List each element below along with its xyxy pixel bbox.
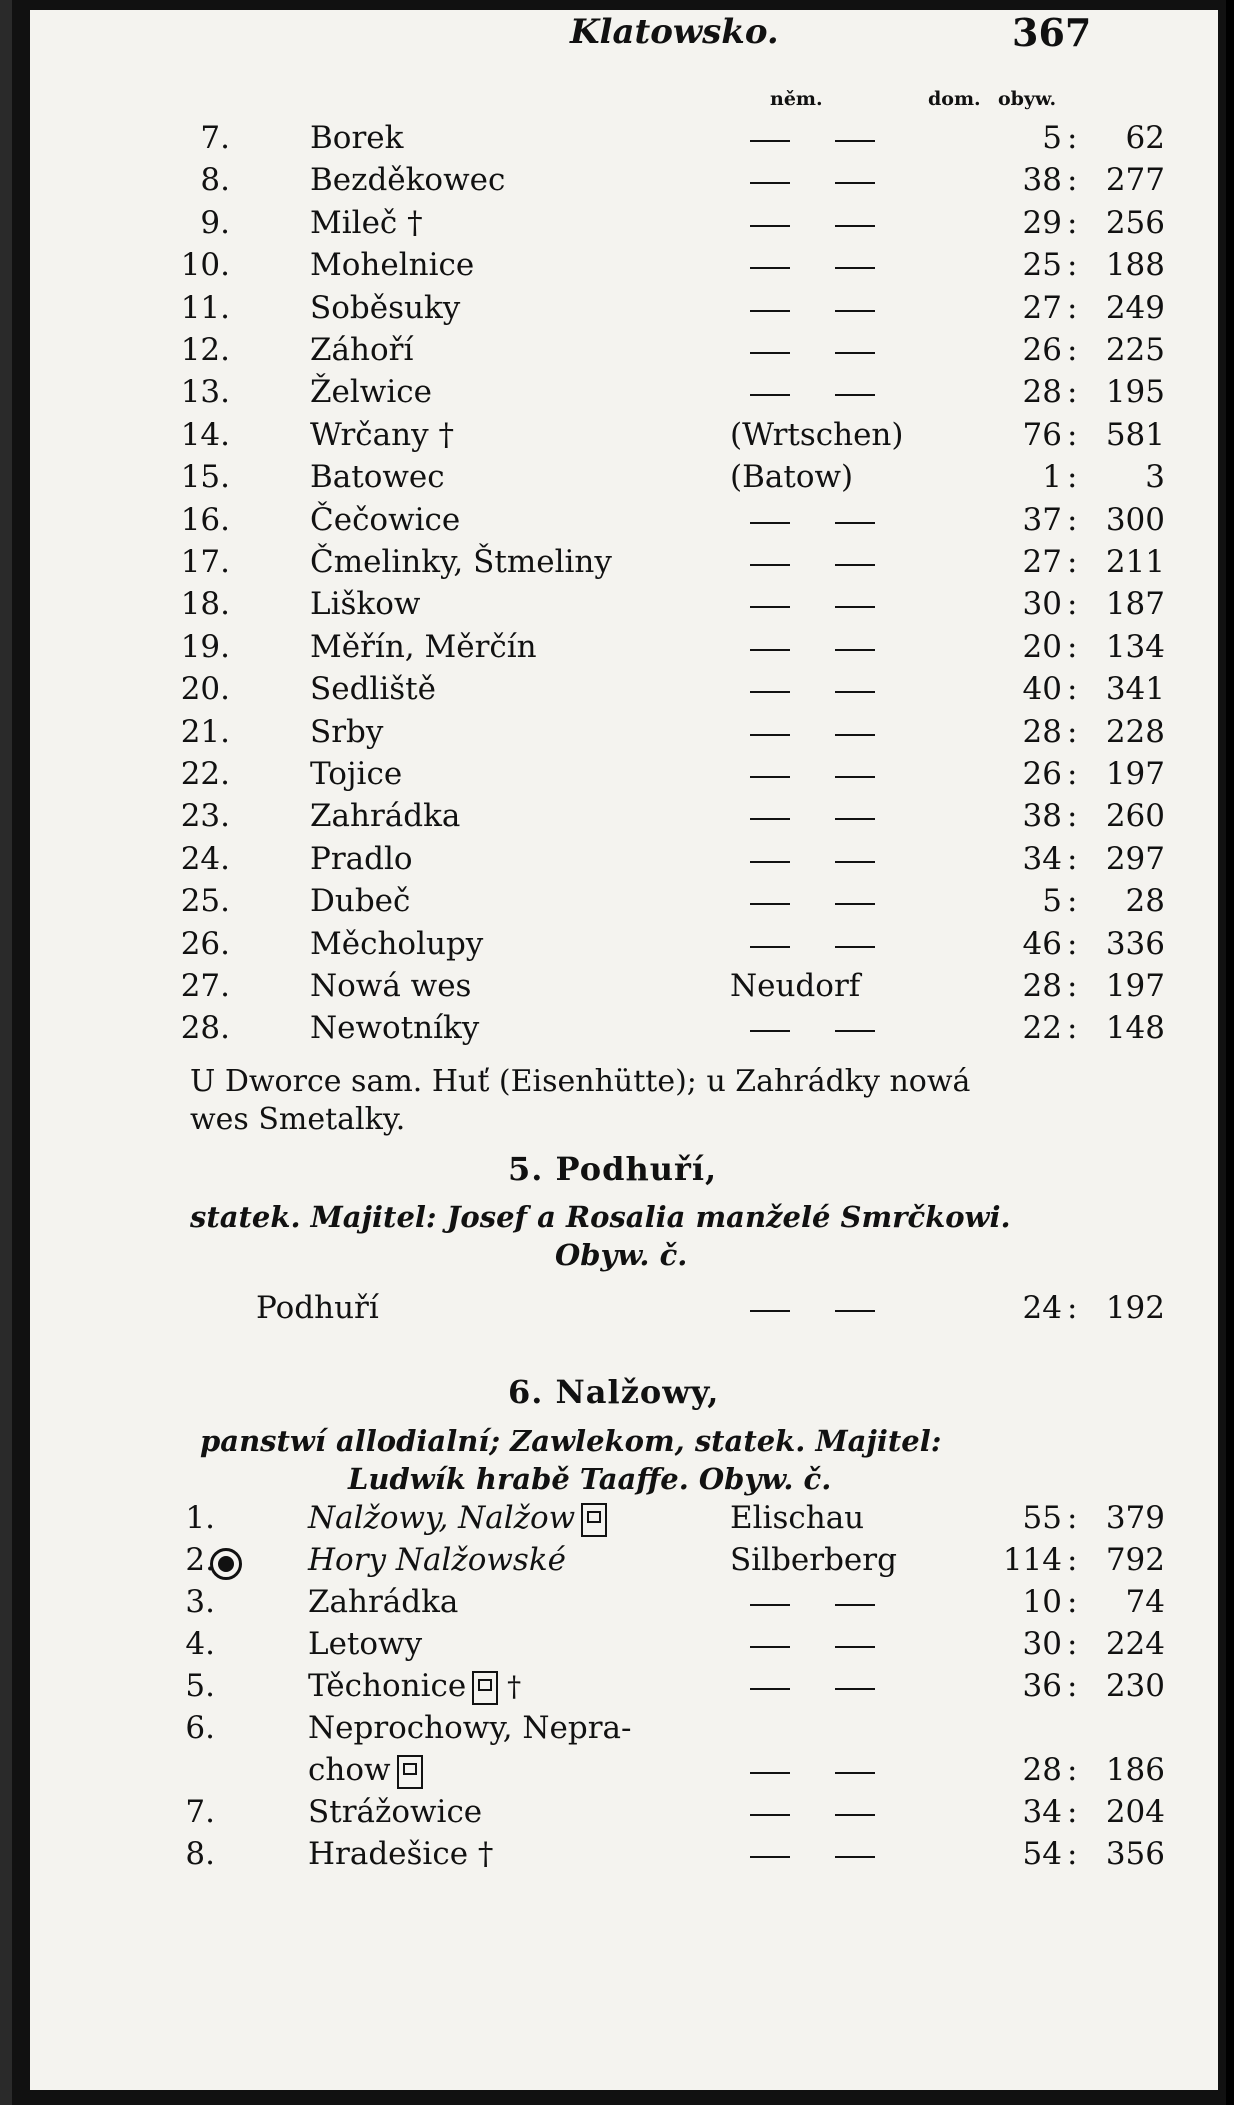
section-5-title: 5. Podhuří, [508, 1150, 718, 1188]
dash [750, 564, 790, 566]
german-name: Elischau [730, 1500, 865, 1536]
obyw-count: 297 [1105, 840, 1165, 877]
dash [750, 649, 790, 651]
dash [835, 861, 875, 863]
dash [750, 691, 790, 693]
obyw-count: 792 [1105, 1542, 1165, 1578]
table-row [30, 798, 1218, 838]
section-6-line-1: panstwí allodialní; Zawlekom, statek. Majitel: [200, 1424, 942, 1458]
cross-icon: † [498, 1670, 522, 1703]
dash [835, 691, 875, 693]
note-1-line-1: U Dworce sam. Huť (Eisenhütte); u Zahrádky nowá [190, 1064, 971, 1099]
dash [750, 1814, 790, 1816]
dash [835, 649, 875, 651]
german-name: Silberberg [730, 1542, 897, 1578]
note-1-line-2: wes Smetalky. [190, 1102, 406, 1137]
dash [750, 1604, 790, 1606]
dom-count: 28 [1022, 968, 1062, 1004]
dom-count: 30 [1022, 586, 1062, 623]
colon: : [1067, 1290, 1078, 1326]
obyw-count: 148 [1105, 1010, 1165, 1047]
table-row [30, 1710, 1218, 1750]
table-row [30, 1584, 1218, 1624]
dash [835, 394, 875, 396]
obyw-count: 74 [1125, 1584, 1165, 1620]
dom-count: 27 [1022, 289, 1062, 326]
place-name: Hory Nalžowské [308, 1542, 566, 1578]
obyw-count: 187 [1105, 586, 1165, 623]
dash [750, 310, 790, 312]
table-row [30, 586, 1218, 626]
dom-count: 34 [1022, 840, 1062, 877]
dash [750, 352, 790, 354]
place-name: Mileč † [310, 204, 423, 241]
table-row [30, 1010, 1218, 1050]
colon: : [1067, 1752, 1078, 1788]
dash [835, 1646, 875, 1648]
place-name: Batowec [310, 459, 445, 496]
row-number: 27. [180, 968, 230, 1004]
dash [750, 267, 790, 269]
place-name: Liškow [310, 586, 421, 623]
colon: : [1067, 289, 1078, 326]
dash [835, 1688, 875, 1690]
colon: : [1067, 883, 1078, 920]
table-row [30, 205, 1218, 245]
dash [750, 861, 790, 863]
obyw-count: 204 [1105, 1794, 1165, 1830]
dash [750, 1646, 790, 1648]
row-number: 14. [180, 416, 230, 453]
dom-count: 24 [1022, 1290, 1062, 1326]
table-row [30, 1542, 1218, 1582]
section-6-title: 6. Nalžowy, [508, 1373, 720, 1411]
place-name: chow [308, 1752, 423, 1789]
row-number: 28. [180, 1010, 230, 1047]
table-row [30, 1500, 1218, 1540]
colon: : [1067, 798, 1078, 835]
table-row [30, 290, 1218, 330]
place-name: Želwice [310, 374, 432, 411]
obyw-count: 192 [1105, 1290, 1165, 1326]
dom-count: 29 [1022, 204, 1062, 241]
dash [835, 1814, 875, 1816]
obyw-count: 228 [1105, 713, 1165, 750]
dash [750, 182, 790, 184]
row-number: 19. [180, 628, 230, 665]
row-number: 7. [185, 1794, 215, 1830]
dash [835, 352, 875, 354]
table-row-podhuri [30, 1290, 1218, 1330]
section-5-obyw-label: Obyw. č. [555, 1238, 688, 1272]
german-name: (Batow) [730, 459, 854, 496]
dash [835, 606, 875, 608]
dom-count: 26 [1022, 332, 1062, 368]
dash [835, 1310, 875, 1312]
table-row [30, 926, 1218, 966]
row-number: 26. [180, 925, 230, 962]
column-header-dom: dom. [928, 88, 981, 110]
table-row [30, 756, 1218, 796]
place-name: Dubeč [310, 883, 411, 920]
colon: : [1067, 586, 1078, 623]
place-name: Záhoří [310, 332, 414, 368]
obyw-count: 134 [1105, 628, 1165, 665]
row-number: 13. [180, 374, 230, 411]
dom-count: 10 [1022, 1584, 1062, 1620]
dash [835, 903, 875, 905]
place-name: Měřín, Měrčín [310, 628, 537, 665]
row-number: 8. [185, 1836, 215, 1872]
obyw-count: 277 [1105, 162, 1165, 199]
colon: : [1067, 501, 1078, 538]
table-row [30, 247, 1218, 287]
dash [750, 140, 790, 142]
row-number: 9. [200, 204, 230, 241]
place-name: Strážowice [308, 1794, 483, 1830]
dom-count: 40 [1022, 671, 1062, 708]
page-number: 367 [1012, 10, 1092, 55]
place-name: Bezděkowec [310, 162, 506, 199]
place-name: Zahrádka [308, 1584, 459, 1620]
obyw-count: 211 [1105, 544, 1165, 580]
dash [835, 225, 875, 227]
obyw-count: 197 [1105, 756, 1165, 792]
scan-edge-right [1226, 0, 1234, 2105]
table-row [30, 417, 1218, 457]
dash [835, 310, 875, 312]
dash [835, 140, 875, 142]
dash [750, 225, 790, 227]
obyw-count: 300 [1105, 501, 1165, 538]
dom-count: 54 [1022, 1836, 1062, 1872]
place-name: Sedliště [310, 671, 436, 708]
row-number: 22. [180, 756, 230, 792]
row-number: 18. [180, 586, 230, 623]
dom-count: 28 [1022, 1752, 1062, 1788]
row-number: 23. [180, 798, 230, 835]
castle-icon [472, 1671, 498, 1705]
castle-icon [397, 1755, 423, 1789]
row-number: 16. [180, 501, 230, 538]
place-name: Tojice [310, 756, 403, 792]
dom-count: 22 [1022, 1010, 1062, 1047]
obyw-count: 249 [1105, 289, 1165, 326]
colon: : [1067, 713, 1078, 750]
place-name: Čmelinky, Štmeliny [310, 544, 612, 580]
colon: : [1067, 1584, 1078, 1620]
column-header-obyw: obyw. [998, 88, 1057, 110]
table-row [30, 968, 1218, 1008]
dash [750, 818, 790, 820]
dom-count: 55 [1022, 1500, 1062, 1536]
obyw-count: 28 [1125, 883, 1165, 920]
place-name: Zahrádka [310, 798, 461, 835]
dash [835, 776, 875, 778]
colon: : [1067, 1794, 1078, 1830]
dash [835, 1030, 875, 1032]
column-header-german: něm. [770, 88, 823, 110]
colon: : [1067, 247, 1078, 284]
table-row [30, 671, 1218, 711]
book-page [30, 10, 1218, 2090]
table-row [30, 1836, 1218, 1876]
dom-count: 25 [1022, 247, 1062, 284]
row-number: 5. [185, 1668, 215, 1704]
table-row [30, 459, 1218, 499]
colon: : [1067, 968, 1078, 1004]
dash [835, 1604, 875, 1606]
colon: : [1067, 925, 1078, 962]
scan-edge-left [0, 0, 12, 2105]
table-row [30, 162, 1218, 202]
row-number: 20. [180, 671, 230, 708]
dom-count: 27 [1022, 544, 1062, 580]
dash [835, 522, 875, 524]
dash [835, 564, 875, 566]
table-row [30, 1668, 1218, 1708]
dash [750, 903, 790, 905]
place-name: Neprochowy, Nepra- [308, 1710, 632, 1746]
colon: : [1067, 1626, 1078, 1662]
section-5-owner: statek. Majitel: Josef a Rosalia manželé Smrčkowi. [190, 1200, 1011, 1234]
dash [835, 818, 875, 820]
dom-count: 76 [1022, 416, 1062, 453]
dash [750, 1688, 790, 1690]
colon: : [1067, 1836, 1078, 1872]
dash [750, 394, 790, 396]
table-row [30, 1794, 1218, 1834]
section-6-line-2: Ludwík hrabě Taaffe. Obyw. č. [348, 1462, 832, 1496]
place-name: Nowá wes [310, 968, 472, 1004]
colon: : [1067, 374, 1078, 411]
place-name: Podhuří [256, 1290, 379, 1326]
dash [750, 522, 790, 524]
dom-count: 20 [1022, 628, 1062, 665]
table-row [30, 1626, 1218, 1666]
table-row [30, 120, 1218, 160]
row-number: 4. [185, 1626, 215, 1662]
colon: : [1067, 1542, 1078, 1578]
dash [750, 1030, 790, 1032]
german-name: (Wrtschen) [730, 416, 904, 453]
table-row [30, 332, 1218, 372]
place-name: Čečowice [310, 501, 461, 538]
colon: : [1067, 628, 1078, 665]
row-number: 1. [185, 1500, 215, 1536]
obyw-count: 197 [1105, 968, 1165, 1004]
obyw-count: 3 [1145, 459, 1165, 496]
dash [835, 734, 875, 736]
obyw-count: 188 [1105, 247, 1165, 284]
row-number: 25. [180, 883, 230, 920]
colon: : [1067, 756, 1078, 792]
obyw-count: 256 [1105, 204, 1165, 241]
obyw-count: 379 [1105, 1500, 1165, 1536]
obyw-count: 62 [1125, 120, 1165, 156]
place-name: Wrčany † [310, 416, 454, 453]
row-number: 6. [185, 1710, 215, 1746]
dom-count: 34 [1022, 1794, 1062, 1830]
dash [750, 1772, 790, 1774]
dash [835, 182, 875, 184]
place-name: Těchonice † [308, 1668, 522, 1704]
place-name: Srby [310, 713, 384, 750]
dom-count: 46 [1022, 925, 1062, 962]
place-name: Hradešice † [308, 1836, 494, 1872]
colon: : [1067, 840, 1078, 877]
dom-count: 1 [1042, 459, 1062, 496]
row-number: 11. [180, 289, 230, 326]
dom-count: 28 [1022, 713, 1062, 750]
dash [750, 734, 790, 736]
obyw-count: 581 [1105, 416, 1165, 453]
obyw-count: 341 [1105, 671, 1165, 708]
colon: : [1067, 332, 1078, 368]
place-name: Letowy [308, 1626, 423, 1662]
colon: : [1067, 1010, 1078, 1047]
dom-count: 5 [1042, 120, 1062, 156]
dom-count: 30 [1022, 1626, 1062, 1662]
obyw-count: 186 [1105, 1752, 1165, 1788]
row-number: 10. [180, 247, 230, 284]
obyw-count: 260 [1105, 798, 1165, 835]
colon: : [1067, 416, 1078, 453]
table-row [30, 374, 1218, 414]
row-number: 3. [185, 1584, 215, 1620]
obyw-count: 225 [1105, 332, 1165, 368]
colon: : [1067, 1500, 1078, 1536]
dash [835, 946, 875, 948]
dom-count: 38 [1022, 162, 1062, 199]
dash [750, 1856, 790, 1858]
german-name: Neudorf [730, 968, 861, 1004]
running-head: Klatowsko. [570, 12, 779, 52]
row-number: 2. [185, 1542, 215, 1578]
note-1 [190, 1063, 1070, 1139]
row-number: 8. [200, 162, 230, 199]
dom-count: 38 [1022, 798, 1062, 835]
dash [750, 606, 790, 608]
castle-icon [581, 1503, 607, 1537]
row-number: 24. [180, 840, 230, 877]
dash [835, 267, 875, 269]
row-number: 12. [180, 332, 230, 368]
table-row [30, 714, 1218, 754]
dash [835, 1772, 875, 1774]
row-number: 17. [180, 544, 230, 580]
table-row [30, 841, 1218, 881]
obyw-count: 195 [1105, 374, 1165, 411]
place-name: Soběsuky [310, 289, 461, 326]
place-name: Newotníky [310, 1010, 480, 1047]
table-row [30, 883, 1218, 923]
obyw-count: 356 [1105, 1836, 1165, 1872]
place-name: Pradlo [310, 840, 413, 877]
dash [750, 776, 790, 778]
dom-count: 114 [1002, 1542, 1062, 1578]
dash [835, 1856, 875, 1858]
dom-count: 26 [1022, 756, 1062, 792]
dom-count: 36 [1022, 1668, 1062, 1704]
dom-count: 37 [1022, 501, 1062, 538]
colon: : [1067, 1668, 1078, 1704]
colon: : [1067, 544, 1078, 580]
colon: : [1067, 204, 1078, 241]
place-name: Nalžowy, Nalžow [308, 1500, 607, 1537]
mining-town-icon [210, 1548, 242, 1580]
row-number: 21. [180, 713, 230, 750]
dom-count: 28 [1022, 374, 1062, 411]
place-name: Měcholupy [310, 925, 484, 962]
obyw-count: 230 [1105, 1668, 1165, 1704]
row-number: 15. [180, 459, 230, 496]
colon: : [1067, 120, 1078, 156]
obyw-count: 224 [1105, 1626, 1165, 1662]
table-row [30, 1752, 1218, 1792]
row-number: 7. [200, 120, 230, 156]
dom-count: 5 [1042, 883, 1062, 920]
dash [750, 1310, 790, 1312]
place-name: Borek [310, 120, 404, 156]
dash [750, 946, 790, 948]
colon: : [1067, 162, 1078, 199]
obyw-count: 336 [1105, 925, 1165, 962]
place-name: Mohelnice [310, 247, 475, 284]
table-row [30, 544, 1218, 584]
table-row [30, 629, 1218, 669]
colon: : [1067, 671, 1078, 708]
colon: : [1067, 459, 1078, 496]
table-row [30, 502, 1218, 542]
